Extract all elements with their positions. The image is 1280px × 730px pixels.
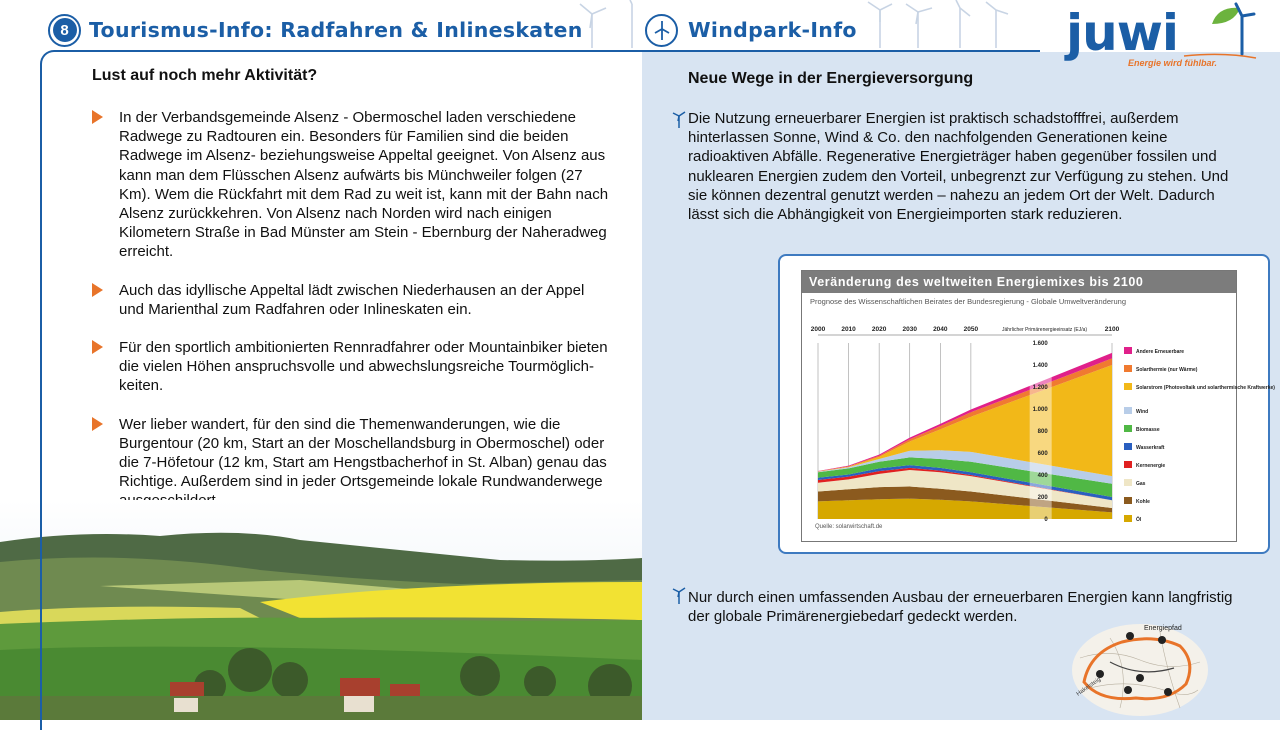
small-turbine-icon [672,110,686,128]
wind-turbines-icon [862,0,1022,52]
windpark-conclusion: Nur durch einen umfassenden Ausbau der erneuerbaren Energien kann langfristig der globale Primärenergiebedarf gedeckt werden. [688,589,1233,626]
chart-title: Veränderung des weltweiten Energiemixes bis 2100 [802,271,1236,293]
map-label-hakelsteig: Hakelsteig [1075,676,1103,698]
y-tick-label: 1.600 [1032,341,1048,347]
windpark-heading: Neue Wege in der Energieversorgung [688,70,974,87]
y-tick-label: 1.200 [1032,385,1048,391]
y-tick-label: 800 [1037,429,1048,435]
juwi-logo [1062,0,1262,72]
y-tick-label: 0 [1044,517,1048,523]
logo-wordmark: juwi [1066,4,1179,62]
x-tick-label: 2020 [871,326,887,333]
legend-swatch [1124,443,1132,450]
legend-swatch [1124,515,1132,522]
y-axis-title: Jährlicher Primärenergieeinsatz (EJ/a) [1002,327,1088,333]
x-tick-label: 2100 [1104,326,1120,333]
legend-swatch [1124,383,1132,390]
bullet-text: Auch das idyllische Appeltal lädt zwischen Niederhausen an der Appel und Marienthal zum Radfahren oder Inlineskaten ein. [119,281,585,318]
chart-source: Quelle: solarwirtschaft.de [815,524,883,530]
legend-swatch [1124,425,1132,432]
legend-label: Gas [1136,481,1146,487]
logo-tagline: Energie wird fühlbar. [1128,58,1218,68]
legend-label: Öl [1136,517,1142,523]
energy-mix-chart-frame [778,254,1275,554]
tourism-heading: Lust auf noch mehr Aktivität? [92,67,318,84]
legend-label: Solarstrom (Photovoltaik und solarthermische Kraftwerke) [1136,385,1275,391]
logo-turbine-leaf-icon [1184,2,1258,62]
legend-swatch [1124,479,1132,486]
legend-label: Wasserkraft [1136,445,1165,451]
windpark-title: Windpark-Info [688,18,857,42]
tourism-header [48,12,583,48]
turbine-icon [651,19,673,41]
x-tick-label: 2010 [841,326,856,333]
legend-label: Kohle [1136,499,1150,505]
bullet-text: Für den sportlich ambitionierten Rennradfahrer oder Mountainbiker bieten die vielen Höhen anspruchsvolle und abwechslungsreiche Tourmöglich-keiten. [119,339,608,395]
windpark-paragraph: Die Nutzung erneuerbarer Energien ist praktisch schadstofffrei, außerdem hinterlassen Sonne, Wind & Co. den nachfolgenden Generationen keine radioaktiven Abfälle. Regenerative Energieträger haben gegenüber fossilen und nuklearen Energien zudem den Vorteil, unbegrenzt zur Verfügung zu stehen. Und sie können dezentral genutzt werden – nahezu an jedem Ort der Welt. Dadurch lässt sich die Abhängigkeit von Energieimporten stark reduzieren. [688,110,1229,224]
legend-label: Biomasse [1136,427,1160,433]
energy-mix-chart [801,270,1275,542]
y-tick-label: 1.400 [1032,363,1048,369]
wind-turbine-icon [574,0,644,52]
y-tick-label: 200 [1037,495,1048,501]
x-tick-label: 2000 [810,326,826,333]
x-tick-label: 2050 [963,326,979,333]
map-label-energiepfad: Energiepfad [1144,625,1182,632]
tourism-title: Tourismus-Info: Radfahren & Inlineskaten [89,18,583,42]
small-turbine-icon [672,586,686,604]
route-map-thumbnail [1070,618,1210,718]
windpark-header [645,12,857,48]
y-tick-label: 600 [1037,451,1048,457]
x-tick-label: 2030 [902,326,917,333]
legend-swatch [1124,497,1132,504]
section-number: 8 [53,18,77,42]
chart-canvas [802,271,1275,543]
legend-label: Andere Erneuerbare [1136,349,1185,355]
bullet-text: In der Verbandsgemeinde Alsenz - Obermoschel laden verschiedene Radwege zu Radtouren ein. Besonders für Familien sind die beiden Radwege im Alsenz- beziehungsweise Appeltal geeignet. Von Alsenz aus kann man dem Flüsschen Alsenz aufwärts bis Münchweiler folgen (27 Km). Wem die Rückfahrt mit dem Rad zu weit ist, kann mit der Bahn nach Alsenz zurückkehren. Von Alsenz nach Norden wird nach einigen Kilometern Straße in Bad Münster am Stein - Ebernburg der Naheradweg erreicht. [119,109,609,261]
legend-swatch [1124,365,1132,372]
legend-swatch [1124,407,1132,414]
legend-swatch [1124,347,1132,354]
legend-label: Wind [1136,409,1149,415]
y-tick-label: 400 [1037,473,1048,479]
wind-circle-icon [645,14,678,47]
chart-subtitle: Prognose des Wissenschaftlichen Beirates der Bundesregierung - Globale Umweltveränderung [810,297,1127,306]
x-tick-label: 2040 [933,326,948,333]
bullet-text: Wer lieber wandert, für den sind die Themenwanderungen, wie die Burgentour (20 km, Start an der Moschellandsburg in Obermoschel) oder die 7-Höfetour (12 km, Start am Hengstbacherhof in St. Alban) genau das Richtige. Außerdem sind in jeder Ortsgemeinde lokale Rundwanderwege [119,415,607,491]
section-number-badge [48,14,81,47]
legend-label: Kernenergie [1136,463,1166,469]
legend-label: Solarthermie (nur Wärme) [1136,367,1198,373]
legend-swatch [1124,461,1132,468]
y-tick-label: 1.000 [1032,407,1048,413]
